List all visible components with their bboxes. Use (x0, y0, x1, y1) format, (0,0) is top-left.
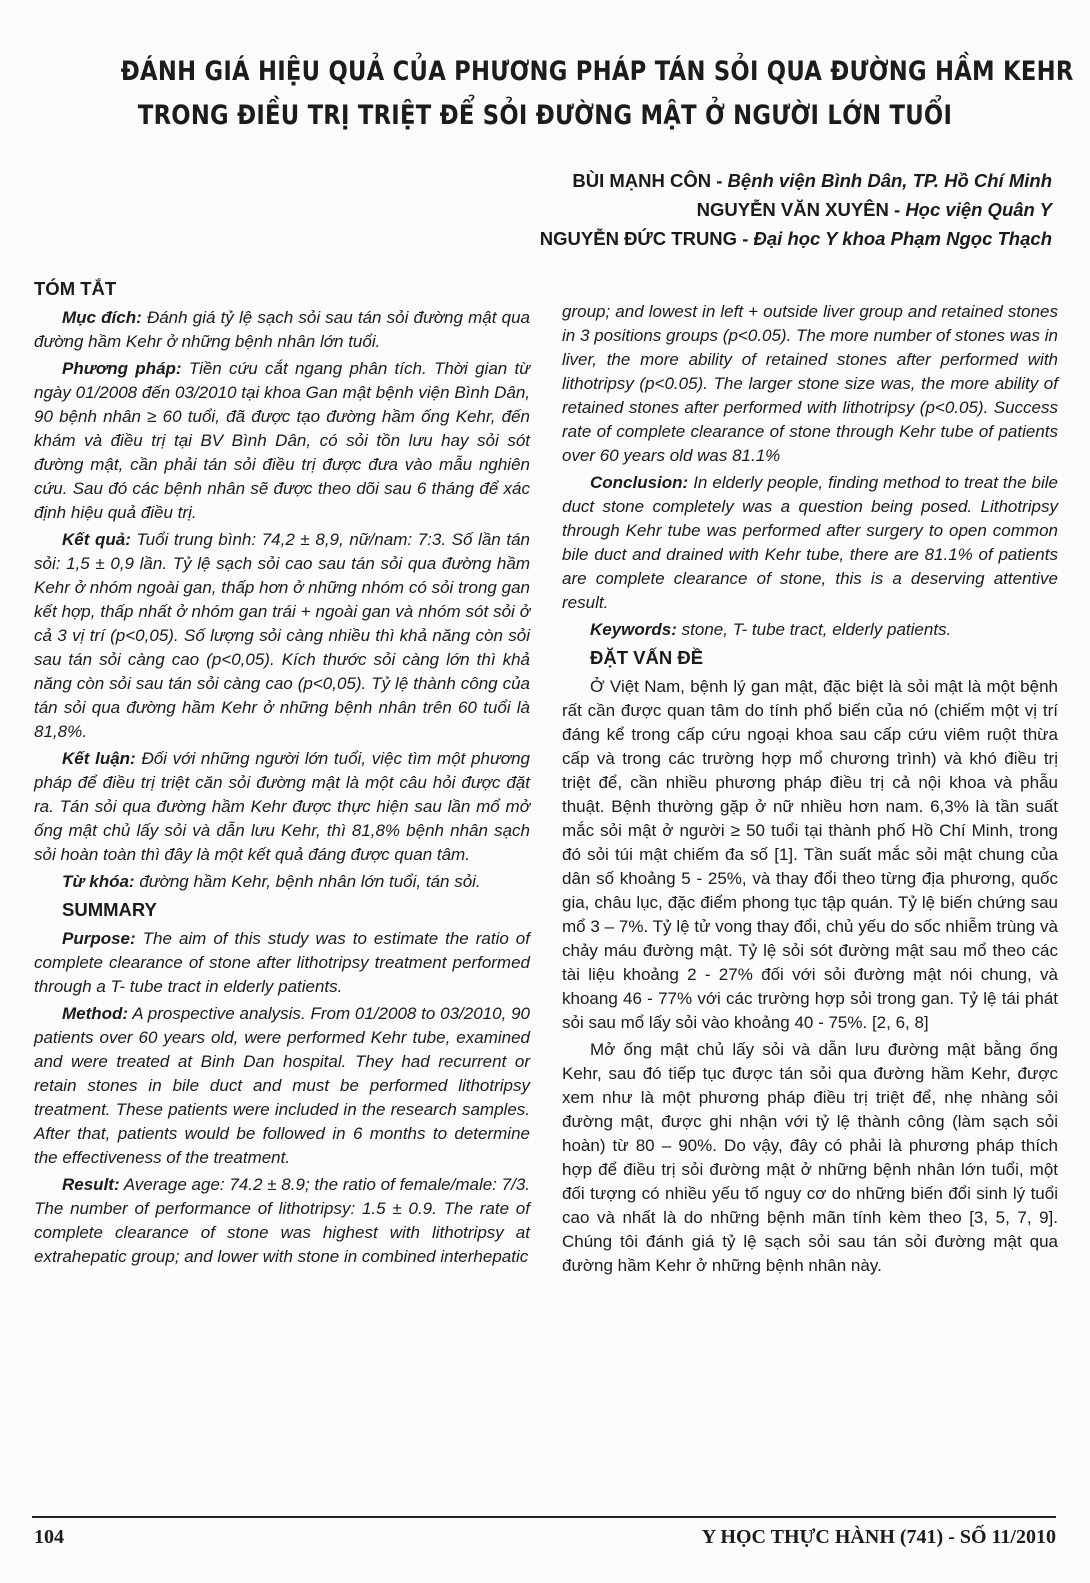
intro-paragraph-1: Ở Việt Nam, bệnh lý gan mật, đặc biệt là sỏi mật là một bệnh rất cần được quan tâm do tính phổ biến của nó (chiếm một vị trí đáng kể trong cấp cứu ngoại khoa sau cấp cứu viêm ruột thừa cấp và trong các trường hợp mổ chương trình) và khó điều trị triệt để, cần nhiều phương pháp điều trị cả nội khoa và phẫu thuật. Bệnh thường gặp ở nữ nhiều hơn nam. 6,3% là tần suất mắc sỏi mật ở người ≥ 50 tuổi tại thành phố Hồ Chí Minh, trong đó sỏi túi mật chiếm đa số [1]. Tần suất mắc sỏi mật chung của dân số khoảng 5 - 25%, và thay đổi theo từng địa phương, quốc gia, châu lục, đặc điểm phong tục tập quán. Tỷ lệ biến chứng sau mổ 3 – 7%. Tỷ lệ tử vong thay đổi, chủ yếu do sốc nhiễm trùng và chảy máu đường mật. Tỷ lệ sỏi sót đường mật sau mổ theo các tài liệu khoảng 2 - 27% đối với sỏi đường mật nói chung, và khoang 46 - 77% với các trường hợp sỏi trong gan. Tỷ lệ tái phát sỏi sau mổ lấy sỏi vào khoảng 40 - 75%. [2, 6, 8] (562, 677, 1058, 1032)
result-label: Result: (62, 1175, 120, 1194)
tu-khoa-label: Từ khóa: (62, 872, 135, 891)
tu-khoa-paragraph (34, 870, 530, 894)
method-paragraph (34, 1002, 530, 1170)
article-title (120, 50, 1074, 138)
method-text: A prospective analysis. From 01/2008 to 03/2010, 90 patients over 60 years old, were performed Kehr tube, examined and were treated at Binh Dan hospital. They had recurrent or retain stones in bile duct and must be performed lithotripsy treatment. These patients were included in the research samples. After that, patients would be followed in 6 months to determine the effectiveness of the treatment. (34, 1004, 531, 1167)
ket-qua-label: Kết quả: (62, 530, 131, 549)
title-line-1: ĐÁNH GIÁ HIỆU QUẢ CỦA PHƯƠNG PHÁP TÁN SỎI QUA ĐƯỜNG HẦM KEHR (120, 56, 1074, 87)
keywords-paragraph (562, 618, 1058, 642)
purpose-label: Purpose: (62, 929, 136, 948)
ket-luan-label: Kết luận: (62, 749, 136, 768)
ket-qua-paragraph (34, 528, 530, 744)
journal-name: Y HỌC THỰC HÀNH (741) - SỐ 11/2010 (701, 1526, 1056, 1548)
author-name: NGUYỄN ĐỨC TRUNG (539, 228, 738, 249)
author-name: NGUYỄN VĂN XUYÊN (696, 199, 889, 220)
ket-qua-text: Tuổi trung bình: 74,2 ± 8,9, nữ/nam: 7:3. Số lần tán sỏi: 1,5 ± 0,9 lần. Tỷ lệ sạch sỏi cao sau tán sỏi qua đường hầm Kehr ở nhóm ngoài gan, thấp hơn ở những nhóm có sỏi trong gan kết hợp, thấp nhất ở nhóm gan trái + ngoài gan và nhóm sót sỏi ở cả 3 vị trí (p<0,05). Số lượng sỏi càng nhiều thì khả năng còn sỏi sau tán sỏi càng cao (p<0,05). Kích thước sỏi càng lớn thì khả năng còn sỏi sau tán sỏi càng cao (p<0,05). Tỷ lệ thành công của tán sỏi qua đường hầm Kehr ở những bệnh nhân trên 60 tuổi là 81,8%. (34, 530, 530, 741)
keywords-label: Keywords: (590, 620, 677, 639)
phuong-phap-label: Phương pháp: (62, 359, 182, 378)
right-column (562, 300, 1058, 1281)
conclusion-text: In elderly people, finding method to treat the bile duct stone completely was a question being posed. Lithotripsy through Kehr tube was performed after surgery to open common bile duct and drained with Kehr tube, there are 81.1% of patients are complete clearance of stone, this is a deserving attentive result. (562, 473, 1058, 612)
method-label: Method: (62, 1004, 129, 1023)
purpose-text: The aim of this study was to estimate the ratio of complete clearance of stone after lithotripsy treatment performed through a T- tube tract in elderly patients. (34, 929, 530, 996)
muc-dich-text: Đánh giá tỷ lệ sạch sỏi sau tán sỏi đường mật qua đường hầm Kehr ở những bệnh nhân lớn tuổi. (34, 308, 530, 351)
result-paragraph (34, 1173, 530, 1269)
intro-paragraph-2: Mở ống mật chủ lấy sỏi và dẫn lưu đường mật bằng ống Kehr, sau đó tiếp tục được tán sỏi qua đường hầm Kehr, được xem như là một phương pháp điều trị triệt để, nhẹ nhàng sỏi đường mật, được ghi nhận với tỷ lệ thành công (làm sạch sỏi hoàn) từ 80 – 90%. Do vậy, đây có phải là phương pháp thích hợp để điều trị sỏi đường mật ở những bệnh nhân lớn tuổi, một đối tượng có nhiều yếu tố nguy cơ do những biến đổi sinh lý tuổi cao và nhất là do những bệnh mãn tính kèm theo [3, 5, 7, 9]. Chúng tôi đánh giá tỷ lệ sạch sỏi sau tán sỏi đường mật qua đường hầm Kehr ở những bệnh nhân này. (562, 1040, 1058, 1275)
left-column (34, 276, 530, 1272)
author-list (540, 166, 1052, 253)
phuong-phap-paragraph (34, 357, 530, 525)
summary-heading: SUMMARY (62, 899, 157, 920)
keywords-text: stone, T- tube tract, elderly patients. (681, 620, 952, 639)
author-3: NGUYỄN ĐỨC TRUNG - Đại học Y khoa Phạm Ngọc Thạch (539, 228, 1052, 249)
author-affiliation: Đại học Y khoa Phạm Ngọc Thạch (753, 228, 1052, 249)
page-number: 104 (34, 1526, 64, 1548)
author-affiliation: Học viện Quân Y (905, 199, 1052, 220)
intro-heading: ĐẶT VẤN ĐỀ (590, 647, 704, 668)
purpose-paragraph (34, 927, 530, 999)
title-line-2: TRONG ĐIỀU TRỊ TRIỆT ĐỂ SỎI ĐƯỜNG MẬT Ở NGƯỜI LỚN TUỔI (137, 100, 953, 131)
tu-khoa-text: đường hầm Kehr, bệnh nhân lớn tuổi, tán sỏi. (139, 872, 481, 891)
conclusion-paragraph (562, 471, 1058, 615)
result-text: Average age: 74.2 ± 8.9; the ratio of female/male: 7/3. The number of performance of lithotripsy: 1.5 ± 0.9. The rate of complete clearance of stone was highest with lithotripsy at extrahepatic group; and lower with stone in combined interhepatic (34, 1175, 531, 1266)
author-name: BÙI MẠNH CÔN (572, 170, 712, 191)
ket-luan-paragraph (34, 747, 530, 867)
ket-luan-text: Đối với những người lớn tuổi, việc tìm một phương pháp để điều trị triệt căn sỏi đường mật là một câu hỏi được đặt ra. Tán sỏi qua đường hầm Kehr được thực hiện sau lần mổ mở ống mật chủ lấy sỏi và dẫn lưu Kehr, thì 81,8% bệnh nhân sạch sỏi hoàn toàn thì đây là một kết quả đáng được quan tâm. (34, 749, 530, 864)
muc-dich-paragraph (34, 306, 530, 354)
page-footer (32, 1516, 1056, 1548)
author-1: BÙI MẠNH CÔN - Bệnh viện Bình Dân, TP. Hồ Chí Minh (572, 170, 1052, 191)
result-continued-paragraph: group; and lowest in left + outside liver group and retained stones in 3 positions groups (p<0.05). The more number of stones was in liver, the more ability of retained stones after performed with lithotripsy (p<0.05). The larger stone size was, the more ability of retained stones after performed with lithotripsy (p<0.05). Success rate of complete clearance of stone through Kehr tube of patients over 60 years old was 81.1% (562, 302, 1058, 465)
author-2: NGUYỄN VĂN XUYÊN - Học viện Quân Y (696, 199, 1052, 220)
phuong-phap-text: Tiền cứu cắt ngang phân tích. Thời gian từ ngày 01/2008 đến 03/2010 tại khoa Gan mật bệnh viện Bình Dân, 90 bệnh nhân ≥ 60 tuổi, đã được tạo đường hầm ống Kehr, đến khám và điều trị tại BV Bình Dân, có sỏi tồn lưu hay sỏi sót đường mật, cần phải tán sỏi điều trị được đưa vào mẫu nghiên cứu. Sau đó các bệnh nhân sẽ được theo dõi sau 6 tháng để xác định hiệu quả điều trị. (34, 359, 530, 522)
conclusion-label: Conclusion: (590, 473, 689, 492)
author-affiliation: Bệnh viện Bình Dân, TP. Hồ Chí Minh (727, 170, 1052, 191)
muc-dich-label: Mục đích: (62, 308, 142, 327)
abstract-vi-heading: TÓM TẮT (34, 278, 117, 299)
